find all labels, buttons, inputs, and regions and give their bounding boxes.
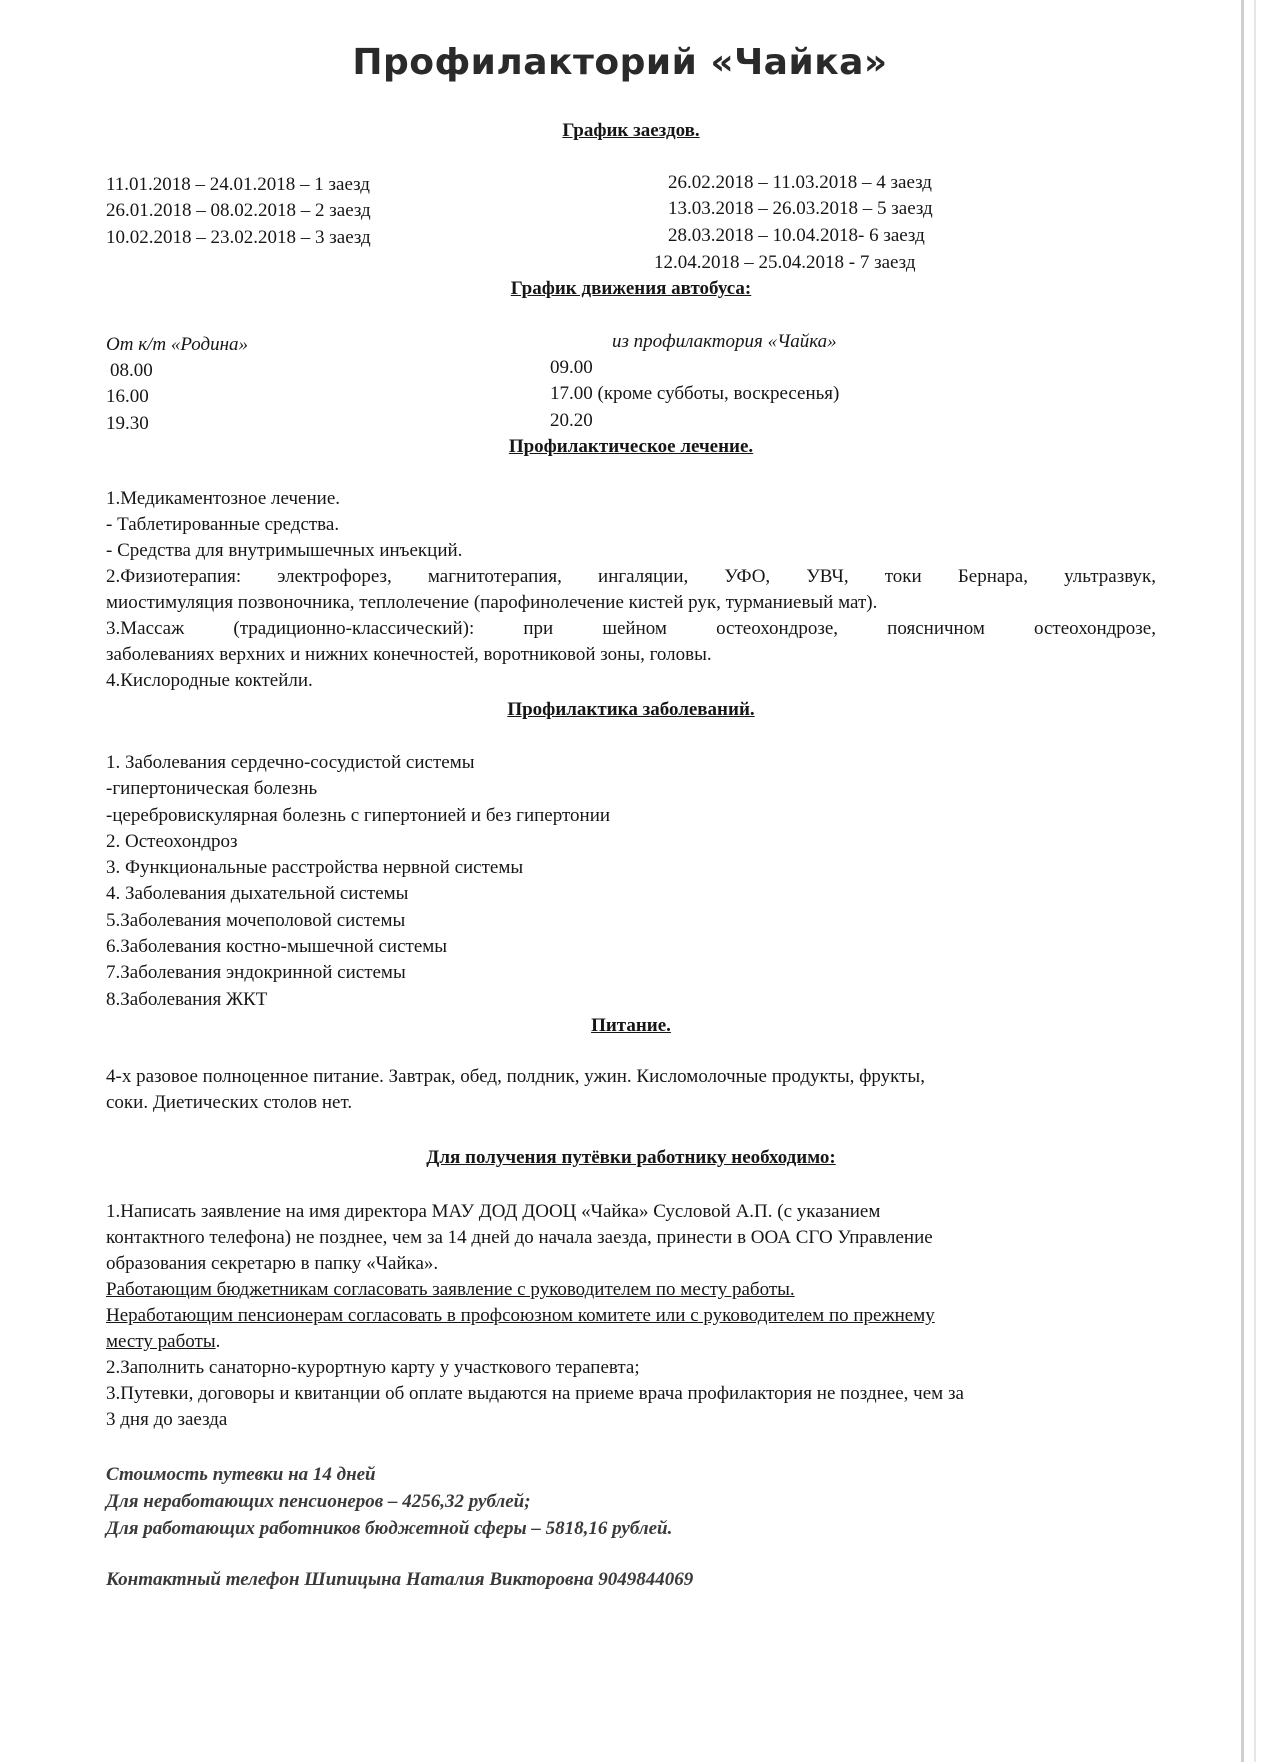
nutrition-line: соки. Диетических столов нет. (106, 1092, 353, 1113)
bus-to-time: 20.20 (550, 410, 593, 431)
cost-line: Стоимость путевки на 14 дней (106, 1464, 376, 1485)
list-item: 5.Заболевания мочеполовой системы (106, 909, 406, 931)
cost-line: Для неработающих пенсионеров – 4256,32 рублей; (106, 1491, 531, 1512)
treatment-line: 3.Массаж (традиционно-классический): при шейном остеохондрозе, поясничном остеохондрозе, (106, 618, 1156, 639)
bus-heading: График движения автобуса: (510, 278, 752, 299)
treatment-line: миостимуляция позвоночника, теплолечение (парофинолечение кистей рук, турманиевый мат). (106, 592, 878, 613)
list-item: 3. Функциональные расстройства нервной системы (106, 857, 524, 879)
treatment-line: заболеваниях верхних и нижних конечностей, воротниковой зоны, головы. (106, 644, 712, 665)
bus-to-time: 09.00 (550, 357, 593, 378)
cost-line: Для работающих работников бюджетной сферы – 5818,16 рублей. (106, 1518, 673, 1539)
prevention-list (106, 750, 1156, 1013)
voucher-line: контактного телефона) не позднее, чем за 14 дней до начала заезда, принести в ООА СГО Управление (106, 1227, 933, 1248)
voucher-line: 3 дня до заезда (106, 1409, 228, 1430)
list-item: -гипертоническая болезнь (106, 778, 318, 800)
contact-line: Контактный телефон Шипицына Наталия Викторовна 9049844069 (106, 1569, 694, 1590)
voucher-line: Работающим бюджетникам согласовать заявление с руководителем по месту работы. (106, 1279, 795, 1300)
schedule-entry: 10.02.2018 – 23.02.2018 – 3 заезд (106, 227, 371, 248)
schedule-entry: 11.01.2018 – 24.01.2018 – 1 заезд (106, 174, 370, 195)
list-item: 8.Заболевания ЖКТ (106, 988, 268, 1010)
list-item: 4. Заболевания дыхательной системы (106, 883, 409, 905)
treatment-line: 1.Медикаментозное лечение. (106, 488, 341, 509)
scan-edge (1241, 0, 1244, 1762)
list-item: 7.Заболевания эндокринной системы (106, 962, 406, 984)
bus-from-time: 19.30 (106, 413, 149, 434)
voucher-instructions (106, 1199, 1156, 1433)
list-item: -церебровискулярная болезнь с гипертонией и без гипертонии (106, 804, 611, 826)
prevention-heading: Профилактика заболеваний. (507, 699, 755, 720)
voucher-line: 3.Путевки, договоры и квитанции об оплате выдаются на приеме врача профилактория не позднее, чем за (106, 1383, 964, 1404)
voucher-line-end: . (215, 1331, 221, 1352)
schedule-entry: 28.03.2018 – 10.04.2018- 6 заезд (668, 225, 925, 246)
nutrition-heading: Питание. (591, 1015, 671, 1036)
treatment-heading: Профилактическое лечение. (508, 436, 754, 457)
voucher-line-underlined: месту работы (106, 1331, 216, 1352)
treatment-line: 2.Физиотерапия: электрофорез, магнитотерапия, ингаляции, УФО, УВЧ, токи Бернара, ультразвук, (106, 566, 1156, 587)
treatment-line: - Таблетированные средства. (106, 514, 340, 535)
bus-from-time: 08.00 (110, 360, 153, 381)
treatment-line: 4.Кислородные коктейли. (106, 670, 313, 691)
schedule-entry: 26.02.2018 – 11.03.2018 – 4 заезд (668, 172, 932, 193)
bus-from-time: 16.00 (106, 386, 149, 407)
document-title: Профилакторий «Чайка» (352, 42, 888, 83)
schedule-heading: График заездов. (562, 120, 700, 141)
schedule-entry: 26.01.2018 – 08.02.2018 – 2 заезд (106, 200, 371, 221)
scan-edge (1254, 0, 1256, 1762)
nutrition-text (106, 1064, 1156, 1116)
bus-from-label: От к/т «Родина» (106, 334, 249, 355)
cost-section (106, 1461, 1156, 1542)
list-item: 2. Остеохондроз (106, 830, 238, 852)
schedule-entry: 12.04.2018 – 25.04.2018 - 7 заезд (654, 252, 916, 273)
voucher-line: образования секретарю в папку «Чайка». (106, 1253, 439, 1274)
list-item: 6.Заболевания костно-мышечной системы (106, 936, 448, 958)
voucher-heading: Для получения путёвки работнику необходимо: (426, 1147, 836, 1168)
nutrition-line: 4-х разовое полноценное питание. Завтрак, обед, полдник, ужин. Кисломолочные продукты, фрукты, (106, 1066, 925, 1087)
bus-to-time: 17.00 (кроме субботы, воскресенья) (550, 383, 840, 404)
voucher-line (106, 1329, 1156, 1355)
treatment-line: - Средства для внутримышечных инъекций. (106, 540, 463, 561)
schedule-entry: 13.03.2018 – 26.03.2018 – 5 заезд (668, 198, 933, 219)
voucher-line: 2.Заполнить санаторно-курортную карту у участкового терапевта; (106, 1357, 640, 1378)
voucher-line: 1.Написать заявление на имя директора МАУ ДОД ДООЦ «Чайка» Сусловой А.П. (с указанием (106, 1201, 881, 1222)
voucher-line: Неработающим пенсионерам согласовать в профсоюзном комитете или с руководителем по прежнему (106, 1305, 935, 1326)
list-item: 1. Заболевания сердечно-сосудистой системы (106, 752, 475, 773)
bus-to-label: из профилактория «Чайка» (612, 331, 837, 352)
treatment-section (106, 486, 1156, 694)
